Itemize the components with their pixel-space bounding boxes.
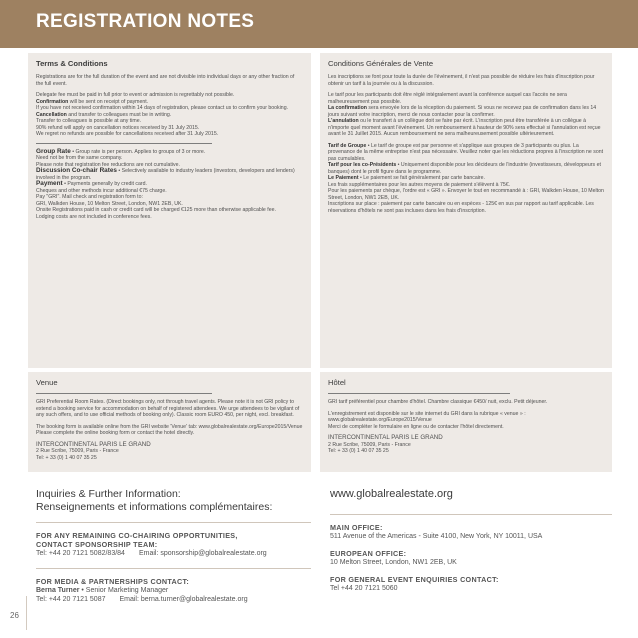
divider bbox=[36, 143, 212, 144]
terms-confirmation-text: will be sent on receipt of payment. bbox=[68, 98, 149, 105]
venue-hotel-name: INTERCONTINENTAL PARIS LE GRAND bbox=[36, 440, 151, 448]
divider bbox=[36, 522, 311, 523]
inquiries-subtitle: Renseignements et informations complémentaires: bbox=[36, 501, 273, 513]
venue-contact-text: Please complete the online booking form or contact the hotel directly. bbox=[36, 430, 195, 436]
terms-contact-text: If you have not received confirmation within 14 days of registration, please contact us to confirm your booking. bbox=[36, 105, 289, 111]
payment-label: Payment bbox=[36, 180, 63, 187]
payment-line3: Pay "GRI". Mail check and registration form to: bbox=[36, 194, 143, 200]
conditions-fee-text: Le tarif pour les participants doit être réglé intégralement avant la conférence auquel cas l'accès ne sera malheureusement pas possible. bbox=[328, 92, 567, 105]
group-rate-line3: Please note that registration fee reductions are not cumulative. bbox=[36, 161, 180, 168]
conditions-p1: Les inscriptions se font pour toute la durée de l'événement, il n'est pas possible de réduire les frais d'inscription pour obtenir un tarif à la journée ou à la discussion. bbox=[328, 74, 595, 87]
inquiries-section bbox=[36, 488, 311, 608]
venue-p2 bbox=[36, 424, 303, 437]
page-number: 26 bbox=[10, 611, 19, 620]
main-office-address: 511 Avenue of the Americas - Suite 4100, New York, NY 10011, USA bbox=[330, 533, 543, 540]
cochair-rate-text: • Selectively available to industry leaders (investors, developers and lenders) involved in the program. bbox=[36, 168, 295, 181]
conditions-confirmation-text: sera envoyée lors de la réception du paiement. Si vous ne recevez pas de confirmation dans les 14 jours suivant votre inscription, merci de nous contacter pour la confirmer. bbox=[328, 105, 597, 118]
venue-hotel-tel: Tel: + 33 (0) 1 40 07 35 25 bbox=[36, 454, 97, 461]
conditions-presidents-text: • Uniquement disponible pour les décideurs de l'industrie (investisseurs, développeurs et banques) dont le profil figure dans le programme. bbox=[328, 162, 601, 175]
inquiries-title: Inquiries & Further Information: bbox=[36, 488, 181, 500]
conditions-payment-line2: Les frais supplémentaires pour les autres moyens de paiement s'élèvent à 75€. bbox=[328, 181, 511, 188]
european-office-address: 10 Melton Street, London, NW1 2EB, UK bbox=[330, 559, 457, 566]
conditions-p2 bbox=[328, 92, 604, 138]
media-tel: Tel: +44 20 7121 5087 bbox=[36, 596, 106, 603]
media-email[interactable]: Email: berna.turner@globalrealestate.org bbox=[119, 596, 248, 603]
website-link[interactable]: www.globalrealestate.org bbox=[330, 488, 453, 500]
media-contact-role: • Senior Marketing Manager bbox=[79, 587, 169, 594]
conditions-cancellation-text: ou le transfert à un collègue doit se faire par écrit. L'inscription peut être transférée à un collègue à n'importe quel moment avant l'événement. Un remboursement à hauteur de 90% sera effectué si l'annulation est reçue avant le 31 Juillet 2015. Aucun remboursement ne sera malheureusement possible ultérieurement. bbox=[328, 118, 601, 137]
general-enquiries-heading: FOR GENERAL EVENT ENQUIRIES CONTACT: bbox=[330, 575, 499, 584]
divider bbox=[36, 393, 212, 394]
divider bbox=[328, 393, 510, 394]
hotel-panel bbox=[320, 372, 612, 472]
cochair-rate-label: Discussion Co-chair Rates bbox=[36, 167, 117, 174]
hotel-p2 bbox=[328, 411, 604, 431]
hotel-hotel bbox=[328, 435, 604, 455]
payment-line5: Onsite Registrations paid in cash or credit card will be charged €125 more than otherwise applicable fee. bbox=[36, 207, 276, 213]
payment-line4: GRI, Walkden House, 10 Melton Street, London, NW1 2EB, UK. bbox=[36, 200, 183, 207]
general-enquiries-tel: Tel +44 20 7121 5060 bbox=[330, 585, 398, 592]
media-contact bbox=[36, 595, 311, 604]
venue-booking-text: The booking form is available online from the GRI website 'Venue' tab: www.globalrealestate.org/Europe2015/Venue bbox=[36, 423, 303, 430]
hotel-hotel-address: 2 Rue Scribe, 75009, Paris - France bbox=[328, 441, 411, 448]
hotel-p1: GRI tarif préférentiel pour chambre d'hôtel. Chambre classique €450/ nuit, exclu. Petit déjeuner. bbox=[328, 399, 548, 405]
hotel-hotel-name: INTERCONTINENTAL PARIS LE GRAND bbox=[328, 434, 443, 441]
european-office-heading: EUROPEAN OFFICE: bbox=[330, 549, 407, 558]
conditions-group bbox=[328, 143, 604, 215]
conditions-presidents-label: Tarif pour les co-Présidents bbox=[328, 162, 397, 168]
conditions-payment-line3: Pour les paiements par chèque, l'ordre est « GRI ». Envoyer le tout en recommandé à : GRI, Walkden House, 10 Melton Street, London, NW1 2EB, UK. bbox=[328, 188, 604, 201]
terms-refund-text: 90% refund will apply on cancellation notices received by 31 July 2015. bbox=[36, 124, 200, 131]
hotel-hotel-tel: Tel: + 33 (0) 1 40 07 35 25 bbox=[328, 448, 389, 454]
payment-line6: Lodging costs are not included in conference fees. bbox=[36, 213, 152, 220]
conditions-title: Conditions Générales de Vente bbox=[328, 59, 434, 68]
terms-transfer-text: Transfer to colleagues is possible at any time. bbox=[36, 118, 142, 124]
venue-p1: GRI Preferential Room Rates. (Direct bookings only, not through travel agents. Please note it is not GRI policy to extend a booking service for accommodation on behalf of registered attendees. We urge attendees to be vigilant of any such offers, and to use official methods of booking only). Classic room EURO 450, per night, excl. breakfast. bbox=[36, 399, 300, 418]
conditions-group-label: Tarif de Groupe bbox=[328, 142, 367, 149]
media-contact-name: Berna Turner bbox=[36, 587, 80, 594]
terms-confirmation-label: Confirmation bbox=[36, 98, 69, 105]
sponsor-contact bbox=[36, 549, 311, 558]
conditions-group-text: • Le tarif de groupe est par personne et s'applique aux groupes de 3 participants ou plus. La provenance de la même entreprise n'est pas nécessaire. Veuillez noter que les réductions propres à l'inscription ne sont pas cumulables. bbox=[328, 142, 604, 162]
group-rate-label: Group Rate bbox=[36, 147, 71, 155]
media-name-line bbox=[36, 586, 311, 595]
venue-panel bbox=[28, 372, 311, 472]
hotel-contact-text: Merci de compléter le formulaire en ligne ou de contacter l'hôtel directement. bbox=[328, 423, 504, 430]
venue-hotel bbox=[36, 442, 303, 462]
terms-norefund-text: We regret no refunds are possible for cancellations received after 31 July 2015. bbox=[36, 131, 219, 137]
payment-text: • Payments generally by credit card. bbox=[62, 181, 147, 187]
terms-group bbox=[36, 149, 303, 221]
conditions-cancellation-label: L'annulation bbox=[328, 118, 359, 124]
main-office-heading: MAIN OFFICE: bbox=[330, 523, 383, 532]
conditions-confirmation-label: La confirmation bbox=[328, 105, 367, 111]
page-title: REGISTRATION NOTES bbox=[36, 11, 255, 32]
hotel-title: Hôtel bbox=[328, 378, 346, 387]
group-rate-text: • Group rate is per person. Applies to groups of 3 or more. bbox=[70, 148, 206, 155]
payment-line2: Cheques and other methods incur additional €75 charge. bbox=[36, 187, 167, 194]
page-header bbox=[0, 0, 638, 48]
sponsor-tel: Tel: +44 20 7121 5082/83/84 bbox=[36, 550, 125, 557]
conditions-panel bbox=[320, 53, 612, 368]
group-rate-line2: Need not be from the same company. bbox=[36, 155, 123, 161]
sponsor-heading-1: FOR ANY REMAINING CO-CHAIRING OPPORTUNITIES, bbox=[36, 531, 238, 540]
sponsor-heading-2: CONTACT SPONSORSHIP TEAM: bbox=[36, 540, 158, 549]
contact-section bbox=[330, 488, 612, 608]
conditions-payment-text: • Le paiement se fait généralement par carte bancaire. bbox=[358, 175, 485, 181]
venue-title: Venue bbox=[36, 378, 58, 387]
sponsor-email[interactable]: Email: sponsorship@globalrealestate.org bbox=[138, 550, 267, 557]
terms-title: Terms & Conditions bbox=[36, 59, 108, 68]
terms-fee-text: Delegate fee must be paid in full prior to event or admission is regrettably not possible. bbox=[36, 92, 235, 98]
terms-cancellation-label: Cancellation bbox=[36, 111, 67, 118]
conditions-payment-line4: Inscriptions sur place : paiement par carte bancaire ou en espèces - 125€ en sus par rapport au tarif applicable. Les réservations d'hôtels ne sont pas incluses dans les frais d'inscription. bbox=[328, 201, 594, 214]
page-number-rule bbox=[26, 596, 27, 630]
divider bbox=[36, 568, 311, 569]
terms-p2 bbox=[36, 92, 303, 138]
venue-hotel-address: 2 Rue Scribe, 75009, Paris - France bbox=[36, 448, 119, 454]
terms-cancellation-text: and transfer to colleagues must be in writing. bbox=[66, 111, 172, 118]
terms-p1: Registrations are for the full duration of the event and are not divisible into individual days or any other fraction of the full event. bbox=[36, 74, 295, 87]
media-heading: FOR MEDIA & PARTNERSHIPS CONTACT: bbox=[36, 577, 190, 586]
hotel-booking-text: L'enregistrement est disponible sur le site internet du GRI dans la rubrique « venue » : www.globalrealestate.org/Europe2015/Venue bbox=[328, 410, 526, 423]
terms-panel bbox=[28, 53, 311, 368]
conditions-payment-label: Le Paiement bbox=[328, 175, 359, 181]
divider bbox=[330, 514, 612, 515]
